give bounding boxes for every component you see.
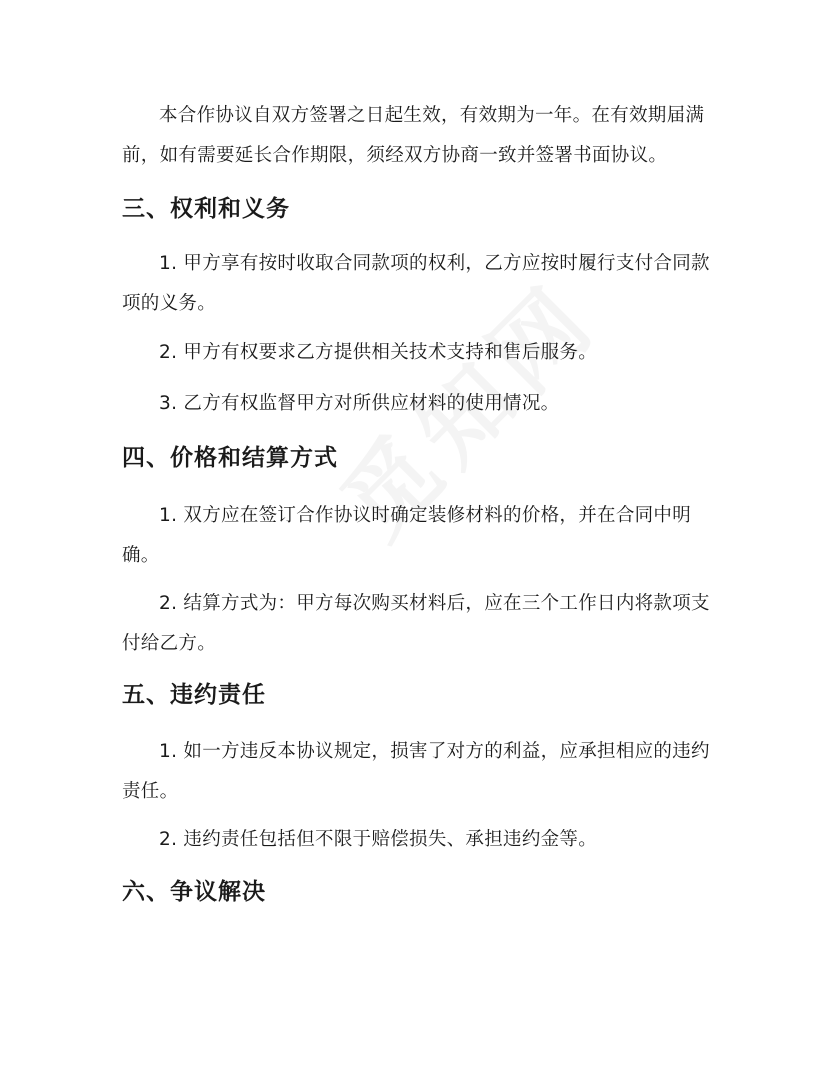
- section-heading-breach-liability: 五、违约责任: [122, 682, 266, 708]
- list-item: 1. 甲方享有按时收取合同款项的权利，乙方应按时履行支付合同款项的义务。: [122, 253, 710, 314]
- list-item: 2. 违约责任包括但不限于赔偿损失、承担违约金等。: [159, 829, 598, 850]
- list-item: 3. 乙方有权监督甲方对所供应材料的使用情况。: [159, 393, 560, 414]
- section-heading-dispute-resolution: 六、争议解决: [122, 879, 266, 905]
- section-heading-rights-obligations: 三、权利和义务: [122, 196, 290, 222]
- list-item: 1. 双方应在签订合作协议时确定装修材料的价格，并在合同中明确。: [122, 505, 692, 566]
- list-item: 2. 结算方式为：甲方每次购买材料后，应在三个工作日内将款项支付给乙方。: [122, 593, 710, 654]
- list-item: 2. 甲方有权要求乙方提供相关技术支持和售后服务。: [159, 342, 598, 363]
- section-heading-price-settlement: 四、价格和结算方式: [122, 445, 338, 471]
- list-item: 1. 如一方违反本协议规定，损害了对方的利益，应承担相应的违约责任。: [122, 741, 710, 802]
- intro-paragraph: 本合作协议自双方签署之日起生效，有效期为一年。在有效期届满前，如有需要延长合作期限，须经双方协商一致并签署书面协议。: [122, 105, 705, 166]
